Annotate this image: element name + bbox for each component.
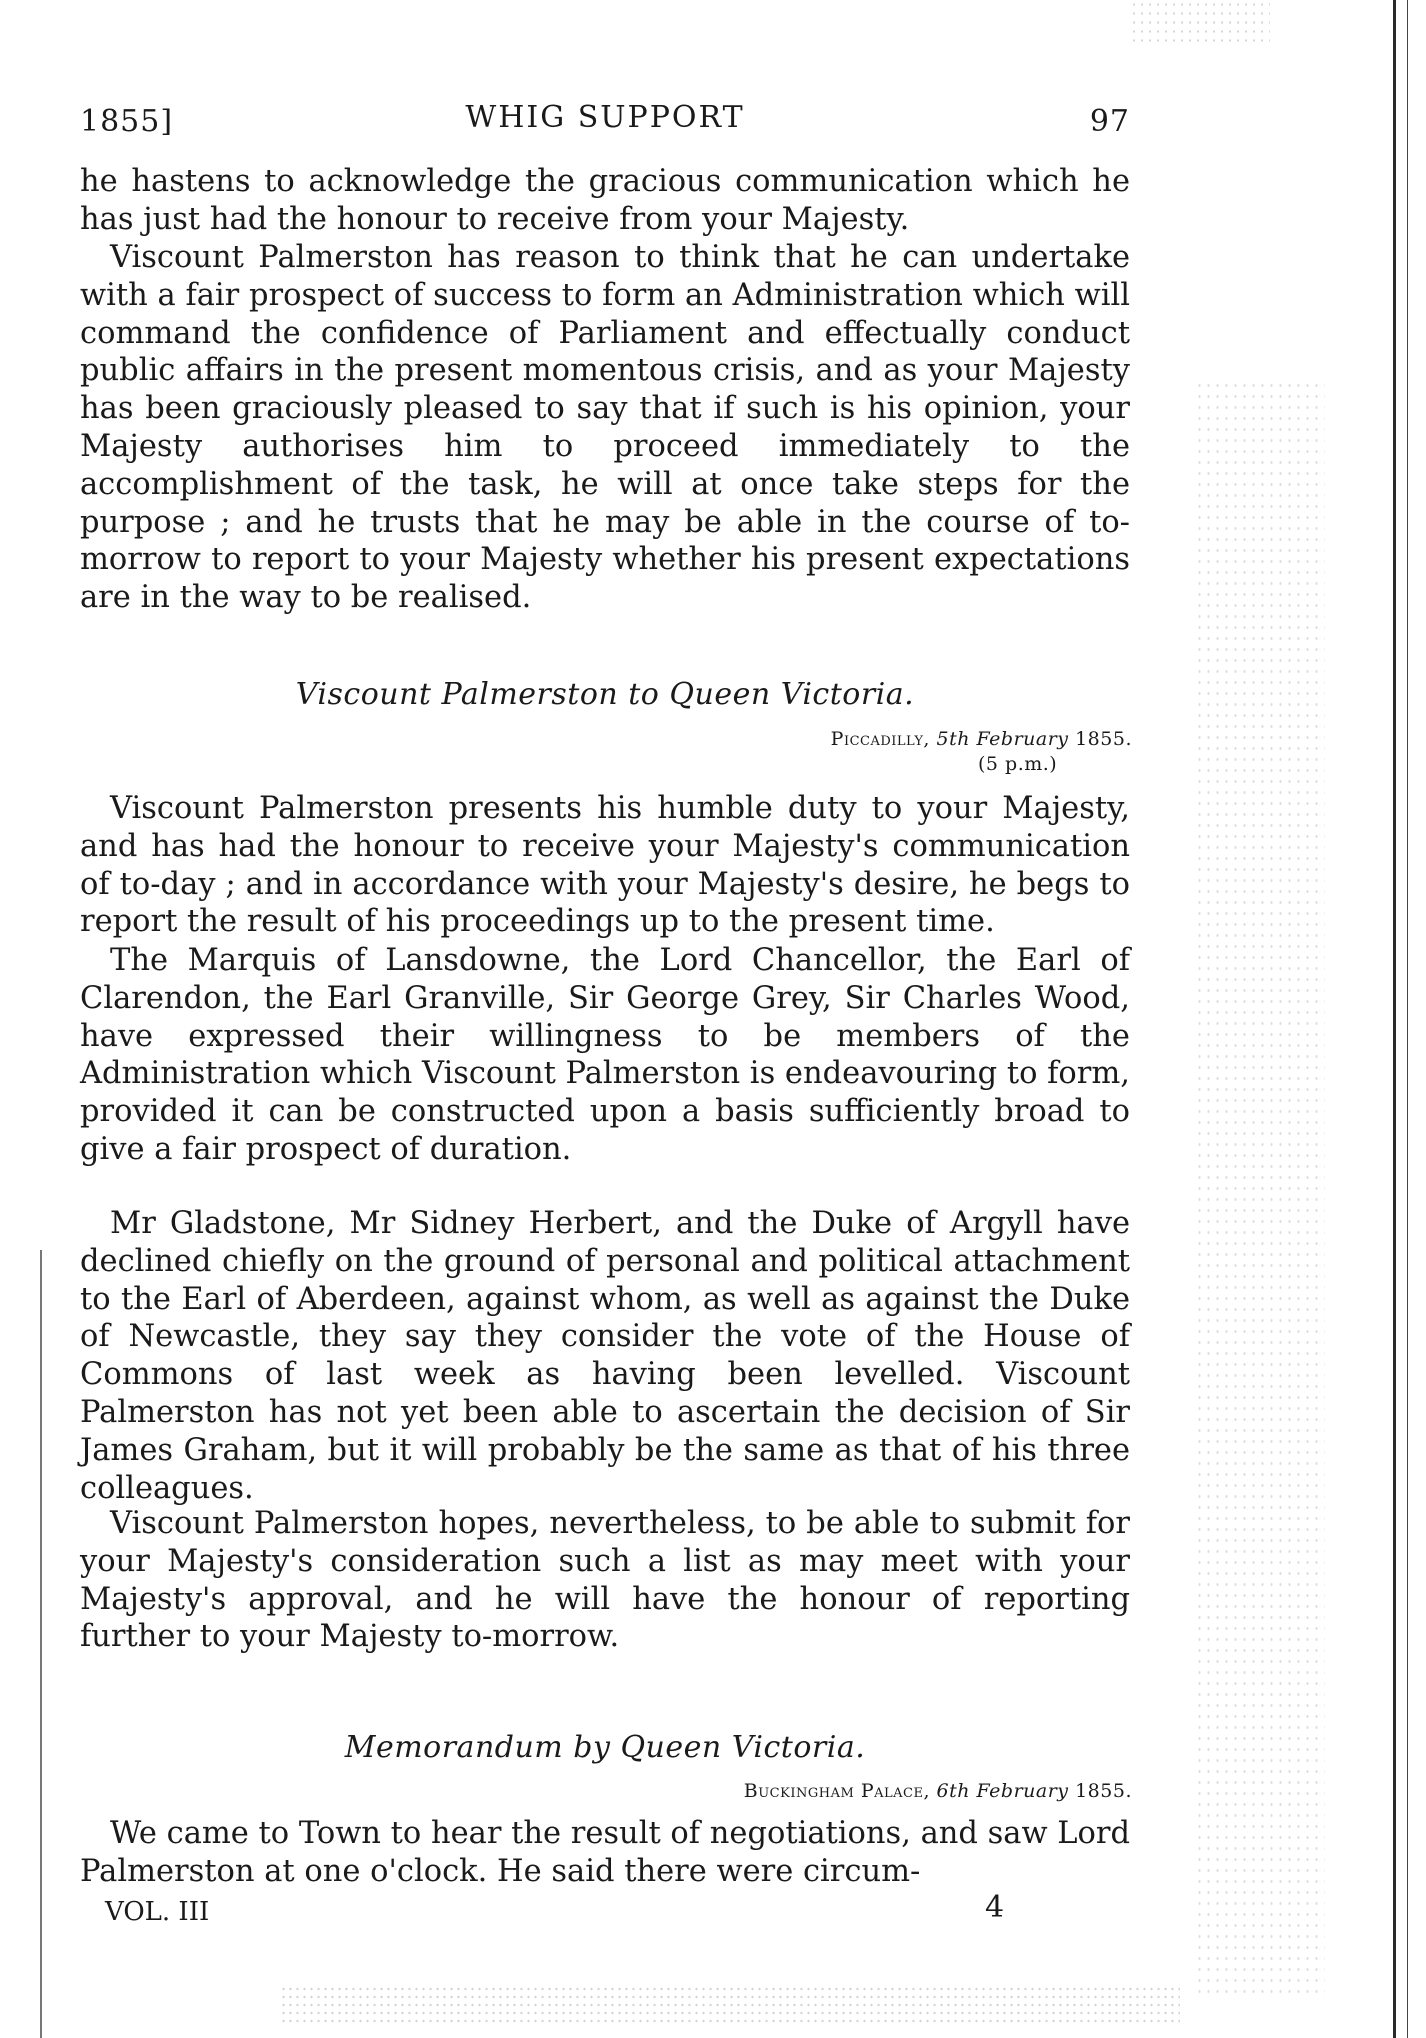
letter-paragraph: Viscount Palmerston presents his humble duty to your Majesty, and has had the honour to receive your Majesty's communication of to-day ; and in accordance with your Majesty's desire, he begs to report the result of his proceedings up to the present time.: [80, 791, 1130, 940]
dateline-year: 1855.: [1075, 728, 1132, 750]
memo-dateline: [80, 1780, 1132, 1810]
memo-dateline-day: 6th February: [936, 1780, 1069, 1802]
scan-noise-bottom: [280, 1985, 1180, 2025]
memo-dateline-place: Buckingham Palace,: [743, 1780, 930, 1802]
letter-paragraph: The Marquis of Lansdowne, the Lord Chancellor, the Earl of Clarendon, the Earl Granville, Sir George Grey, Sir Charles Wood, have expressed their willingness to be members of the Administration which Viscount Palmerston is endeavouring to form, provided it can be constructed upon a basis sufficiently broad to give a fair prospect of duration.: [80, 943, 1130, 1167]
footer-signature: 4: [985, 1890, 1005, 1925]
letter-paragraph: Viscount Palmerston hopes, nevertheless, to be able to submit for your Majesty's consideration such a list as may meet with your Majesty's approval, and he will have the honour of reporting further to your Majesty to-morrow.: [80, 1506, 1130, 1655]
dateline-day: 5th February: [936, 728, 1069, 750]
body-paragraph: Viscount Palmerston has reason to think that he can undertake with a fair prospect of success to form an Administration which will command the confidence of Parliament and effectually conduct public affairs in the present momentous crisis, and as your Majesty has been graciously pleased to say that if such is his opinion, your Majesty authorises him to proceed immediately to the accomplishment of the task, he will at once take steps for the purpose ; and he trusts that he may be able in the course of to-morrow to report to your Majesty whether his present expectations are in the way to be realised.: [80, 240, 1130, 616]
scan-noise-top: [1130, 0, 1270, 45]
letter-heading: Viscount Palmerston to Queen Victoria.: [295, 677, 915, 712]
scan-edge-left: [40, 1250, 42, 2038]
memo-dateline-year: 1855.: [1075, 1780, 1132, 1802]
footer-volume: VOL. III: [105, 1897, 210, 1927]
letter-paragraph: Mr Gladstone, Mr Sidney Herbert, and the Duke of Argyll have declined chiefly on the ground of personal and political attachment to the Earl of Aberdeen, against whom, as well as against the Duke of Newcastle, they say they consider the vote of the House of Commons of last week as having been levelled. Viscount Palmerston has not yet been able to ascertain the decision of Sir James Graham, but it will probably be the same as that of his three colleagues.: [80, 1206, 1130, 1506]
scan-noise-right: [1195, 380, 1325, 2000]
header-year: 1855]: [80, 104, 174, 139]
dateline-place: Piccadilly,: [830, 728, 930, 750]
memo-heading: Memorandum by Queen Victoria.: [344, 1730, 866, 1765]
scan-edge-right-inner: [1407, 0, 1408, 2038]
scan-edge-right: [1393, 0, 1396, 2038]
memo-paragraph: We came to Town to hear the result of negotiations, and saw Lord Palmerston at one o'clock. He said there were circum-: [80, 1816, 1130, 1889]
continuation-paragraph: he hastens to acknowledge the gracious communication which he has just had the honour to receive from your Majesty.: [80, 164, 1130, 237]
dateline-time: (5 p.m.): [978, 753, 1058, 775]
page-number: 97: [1089, 104, 1130, 139]
header-title: WHIG SUPPORT: [465, 100, 745, 135]
running-header: [80, 100, 1130, 140]
letter-dateline: [80, 728, 1132, 788]
